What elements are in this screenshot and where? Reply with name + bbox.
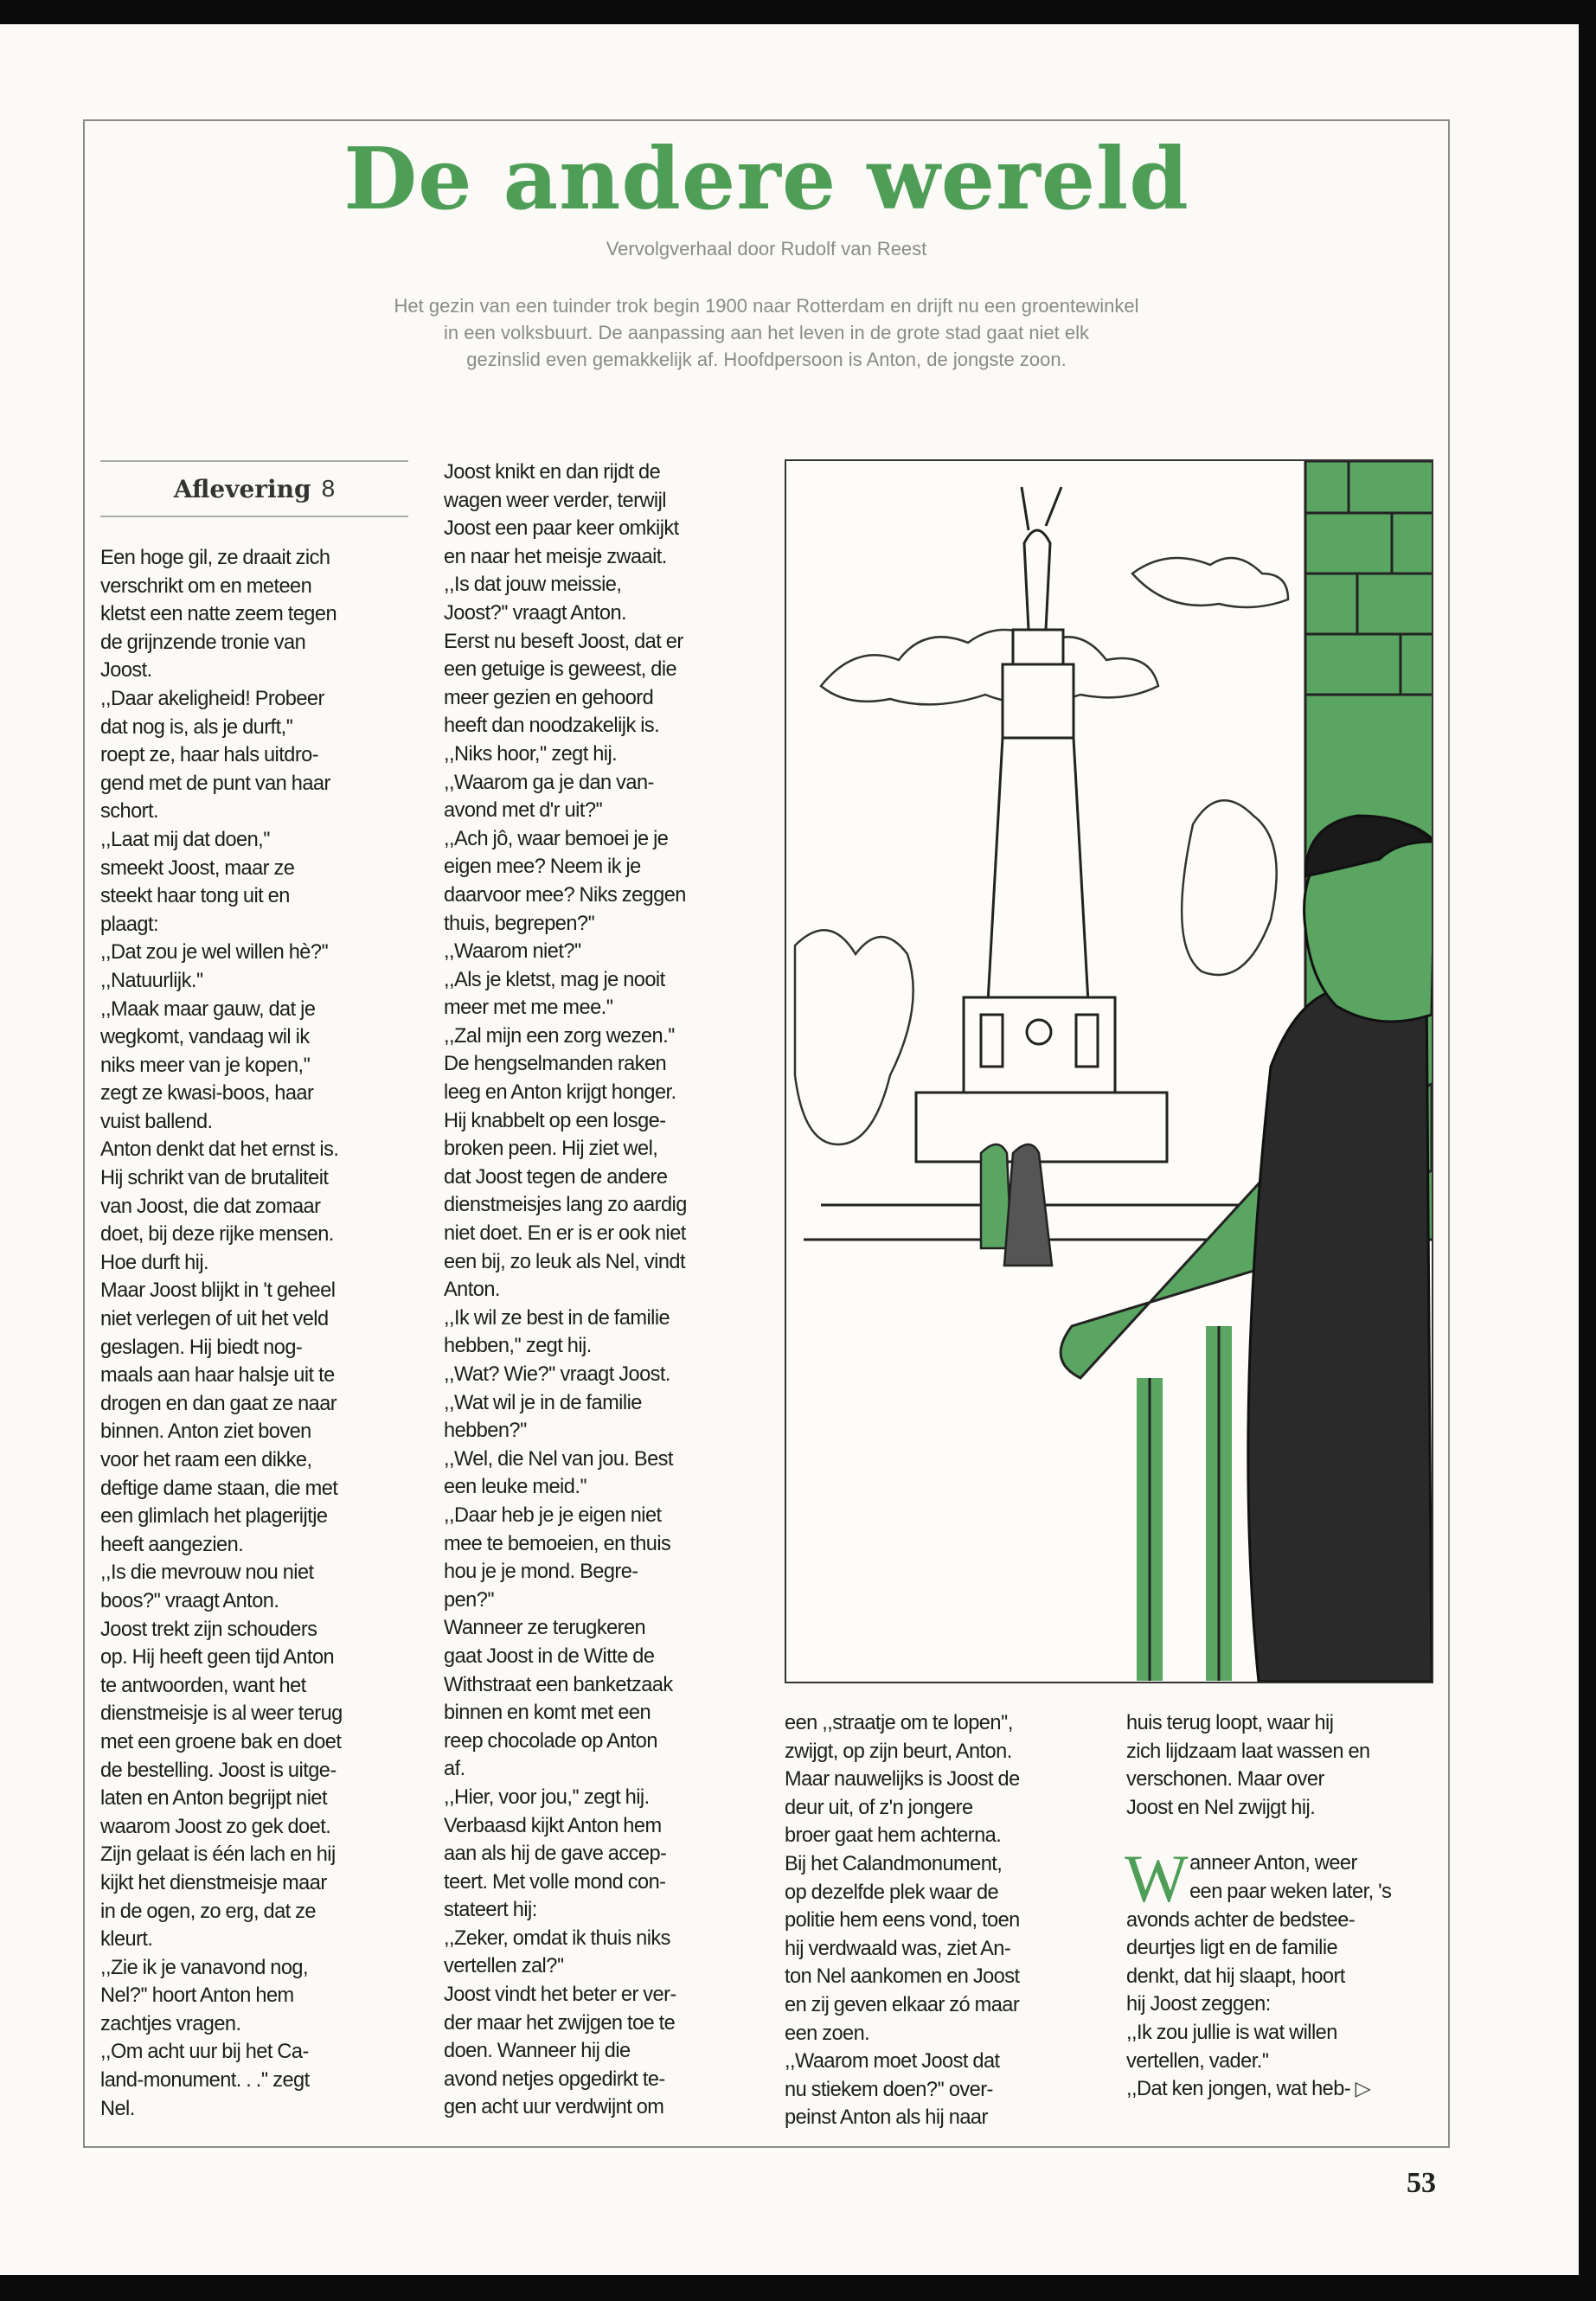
text-line: gend met de punt van haar bbox=[100, 772, 330, 795]
col4-rest bbox=[1126, 1878, 1438, 2075]
text-line: Nel?'' hoort Anton hem bbox=[100, 1984, 294, 2008]
text-line: en naar het meisje zwaait. bbox=[444, 545, 667, 568]
text-line: te antwoorden, want het bbox=[100, 1674, 306, 1697]
text-line: doen. Wanneer hij die bbox=[444, 2040, 631, 2063]
text-line: een glimlach het plagerijtje bbox=[100, 1505, 328, 1529]
text-line: Joost. bbox=[100, 659, 152, 683]
text-line: Withstraat een banketzaak bbox=[444, 1673, 673, 1696]
text-line: ,,Zal mijn een zorg wezen.'' bbox=[444, 1024, 675, 1048]
text-line: zwijgt, op zijn beurt, Anton. bbox=[785, 1740, 1012, 1763]
text-line: schort. bbox=[100, 800, 158, 824]
text-line: Hoe durft hij. bbox=[100, 1251, 209, 1274]
text-line: der maar het zwijgen toe te bbox=[444, 2011, 676, 2035]
text-line: Hij knabbelt op een losge- bbox=[444, 1109, 666, 1132]
text-line: ton Nel aankomen en Joost bbox=[785, 1965, 1020, 1989]
article-title: De andere wereld bbox=[343, 130, 1189, 229]
byline: Vervolgverhaal door Rudolf van Reest bbox=[606, 238, 927, 260]
text-line: meer met me mee.'' bbox=[444, 997, 613, 1020]
text-line: Joost trekt zijn schouders bbox=[100, 1618, 317, 1641]
text-line: kijkt het dienstmeisje maar bbox=[100, 1871, 327, 1894]
text-line: avonds achter de bedstee- bbox=[1126, 1908, 1356, 1932]
text-line: ,,Laat mij dat doen,'' bbox=[100, 828, 271, 851]
text-line: kletst een natte zeem tegen bbox=[100, 603, 337, 626]
text-column-1 bbox=[100, 544, 412, 2123]
text-line: eigen mee? Neem ik je bbox=[444, 856, 641, 879]
text-line: verschonen. Maar over bbox=[1126, 1768, 1324, 1791]
text-line: hebben?'' bbox=[444, 1420, 527, 1443]
col4-last-text: ,,Dat ken jongen, wat heb- bbox=[1126, 2078, 1351, 2101]
text-line: waarom Joost zo gek doet. bbox=[100, 1815, 331, 1838]
col4-top-paragraph bbox=[1126, 1709, 1438, 1822]
text-line: de grijnzende tronie van bbox=[100, 631, 306, 654]
text-line: ,,Dat zou je wel willen hè?'' bbox=[100, 941, 329, 965]
text-line: De hengselmanden raken bbox=[444, 1053, 667, 1076]
text-line: een leuke meid.'' bbox=[444, 1476, 587, 1499]
text-line: en zij geven elkaar zó maar bbox=[785, 1993, 1020, 2016]
text-line: Eerst nu beseft Joost, dat er bbox=[444, 630, 683, 653]
text-line: Joost vindt het beter er ver- bbox=[444, 1984, 676, 2007]
text-line: Hij schrikt van de brutaliteit bbox=[100, 1167, 329, 1190]
text-line: denkt, dat hij slaapt, hoort bbox=[1126, 1965, 1345, 1988]
intro-line: Het gezin van een tuinder trok begin 1900 naar Rotterdam en drijft nu een groentewinkel bbox=[394, 295, 1139, 317]
text-line: een bij, zo leuk als Nel, vindt bbox=[444, 1250, 685, 1273]
intro-line: in een volksbuurt. De aanpassing aan het leven in de grote stad gaat niet elk bbox=[443, 322, 1090, 343]
text-line: Zijn gelaat is één lach en hij bbox=[100, 1843, 336, 1867]
text-line: ,,Als je kletst, mag je nooit bbox=[444, 968, 665, 991]
text-line: ,,Is dat jouw meissie, bbox=[444, 574, 622, 597]
text-line: ,,Maak maar gauw, dat je bbox=[100, 997, 316, 1021]
text-line: Anton denkt dat het ernst is. bbox=[100, 1138, 339, 1162]
text-line: gen acht uur verdwijnt om bbox=[444, 2096, 664, 2119]
text-line: met een groene bak en doet bbox=[100, 1730, 342, 1753]
text-line: steekt haar tong uit en bbox=[100, 885, 290, 908]
text-line: meer gezien en gehoord bbox=[444, 686, 654, 709]
text-line: reep chocolade op Anton bbox=[444, 1729, 657, 1753]
monument-statue bbox=[804, 487, 1288, 1240]
text-line: nu stiekem doen?'' over- bbox=[785, 2078, 993, 2101]
text-line: deftige dame staan, die met bbox=[100, 1477, 338, 1500]
text-line: maals aan haar halsje uit te bbox=[100, 1364, 335, 1388]
text-line: gaat Joost in de Witte de bbox=[444, 1644, 655, 1668]
text-line: niet doet. En er is er ook niet bbox=[444, 1222, 686, 1246]
scan-top-border bbox=[0, 0, 1596, 24]
text-line: ,,Ik wil ze best in de familie bbox=[444, 1306, 670, 1330]
intro-line: gezinslid even gemakkelijk af. Hoofdpersoon is Anton, de jongste zoon. bbox=[466, 349, 1067, 370]
text-line: de bestelling. Joost is uitge- bbox=[100, 1759, 337, 1782]
text-line: hij Joost zeggen: bbox=[1126, 1993, 1271, 2016]
text-line: Bij het Calandmonument, bbox=[785, 1852, 1003, 1875]
text-line: broer gaat hem achterna. bbox=[785, 1824, 1002, 1848]
text-line: roept ze, haar hals uitdro- bbox=[100, 744, 319, 767]
text-line: van Joost, die dat zomaar bbox=[100, 1195, 321, 1218]
text-line: teert. Met volle mond con- bbox=[444, 1870, 666, 1894]
text-line: Maar Joost blijkt in 't geheel bbox=[100, 1279, 336, 1303]
text-line: ,,Niks hoor,'' zegt hij. bbox=[444, 742, 618, 766]
text-line: Wanneer ze terugkeren bbox=[444, 1617, 646, 1640]
text-line: op dezelfde plek waar de bbox=[785, 1881, 999, 1904]
text-line: ,,Ik zou jullie is wat willen bbox=[1126, 2021, 1337, 2044]
text-line: dienstmeisje is al weer terug bbox=[100, 1702, 343, 1726]
text-line: hebben,'' zegt hij. bbox=[444, 1335, 592, 1358]
text-line: ,,Waarom niet?'' bbox=[444, 940, 581, 964]
text-line: wagen weer verder, terwijl bbox=[444, 489, 666, 512]
text-line: ,,Daar heb je je eigen niet bbox=[444, 1503, 662, 1527]
col4-last-line bbox=[1126, 2075, 1438, 2104]
text-line: thuis, begrepen?'' bbox=[444, 912, 595, 935]
text-line: daarvoor mee? Niks zeggen bbox=[444, 883, 686, 907]
text-line: ,,Wat wil je in de familie bbox=[444, 1391, 642, 1414]
page-number: 53 bbox=[1407, 2167, 1436, 2199]
text-line: dat Joost tegen de andere bbox=[444, 1165, 668, 1189]
text-line: binnen. Anton ziet boven bbox=[100, 1420, 311, 1444]
text-line: vertellen, vader.'' bbox=[1126, 2049, 1269, 2073]
text-line: hou je je mond. Begre- bbox=[444, 1561, 638, 1584]
text-line: dienstmeisjes lang zo aardig bbox=[444, 1194, 687, 1217]
text-line: ,,Zeker, omdat ik thuis niks bbox=[444, 1926, 670, 1950]
text-line: huis terug loopt, waar hij bbox=[1126, 1712, 1334, 1734]
text-line: vuist ballend. bbox=[100, 1110, 213, 1133]
text-line: Joost knikt en dan rijdt de bbox=[444, 461, 661, 484]
text-column-3 bbox=[785, 1709, 1096, 2132]
text-line: peinst Anton als hij naar bbox=[785, 2106, 988, 2130]
illustration-drawing bbox=[786, 461, 1432, 1682]
scan-bottom-border bbox=[0, 2275, 1596, 2301]
text-line: mee te bemoeien, en thuis bbox=[444, 1532, 671, 1555]
text-line: kleurt. bbox=[100, 1928, 153, 1952]
text-line: heeft dan noodzakelijk is. bbox=[444, 715, 660, 738]
text-column-4 bbox=[1126, 1709, 1438, 2104]
text-line: een zoen. bbox=[785, 2022, 870, 2045]
text-line: vertellen zal?'' bbox=[444, 1955, 564, 1978]
text-line: land-monument. . .'' zegt bbox=[100, 2069, 310, 2093]
text-line: geslagen. Hij biedt nog- bbox=[100, 1336, 303, 1359]
text-line: Een hoge gil, ze draait zich bbox=[100, 547, 330, 569]
text-column-2 bbox=[444, 458, 757, 2122]
text-line: zachtjes vragen. bbox=[100, 2012, 241, 2035]
text-line: een getuige is geweest, die bbox=[444, 658, 677, 682]
text-line: in de ogen, zo erg, dat ze bbox=[100, 1900, 316, 1923]
text-line: deur uit, of z'n jongere bbox=[785, 1796, 973, 1819]
text-line: verschrikt om en meteen bbox=[100, 574, 312, 598]
text-line: Joost en Nel zwijgt hij. bbox=[1126, 1796, 1316, 1819]
text-line: broken peen. Hij ziet wel, bbox=[444, 1138, 658, 1161]
episode-number: 8 bbox=[321, 475, 336, 502]
text-line: ,,Ach jô, waar bemoei je je bbox=[444, 827, 669, 850]
text-line: Joost een paar keer omkijkt bbox=[444, 517, 679, 541]
text-line: ,,Is die mevrouw nou niet bbox=[100, 1561, 314, 1585]
text-line: Nel. bbox=[100, 2097, 135, 2120]
text-line: dat nog is, als je durft,'' bbox=[100, 715, 293, 739]
text-line: niks meer van je kopen,'' bbox=[100, 1054, 311, 1077]
drop-cap: W bbox=[1125, 1841, 1189, 1917]
text-line: zich lijdzaam laat wassen en bbox=[1126, 1740, 1370, 1763]
text-line: doet, bij deze rijke mensen. bbox=[100, 1223, 334, 1247]
text-line: boos?'' vraagt Anton. bbox=[100, 1589, 279, 1612]
text-line: smeekt Joost, maar ze bbox=[100, 856, 295, 880]
text-line: avond netjes opgedirkt te- bbox=[444, 2067, 665, 2091]
text-line: voor het raam een dikke, bbox=[100, 1449, 312, 1471]
text-line: drogen en dan gaat ze naar bbox=[100, 1392, 337, 1415]
text-line: Joost?'' vraagt Anton. bbox=[444, 601, 627, 625]
text-line: ,,Waarom ga je dan van- bbox=[444, 771, 654, 794]
text-line: ,,Daar akeligheid! Probeer bbox=[100, 687, 324, 710]
text-line: plaagt: bbox=[100, 913, 158, 936]
text-line: binnen en komt met een bbox=[444, 1702, 651, 1725]
text-line: ,,Natuurlijk.'' bbox=[100, 969, 203, 992]
text-line: Anton. bbox=[444, 1279, 500, 1302]
text-line: niet verlegen of uit het veld bbox=[100, 1308, 329, 1331]
text-line: heeft aangezien. bbox=[100, 1533, 244, 1556]
text-line: stateert hij: bbox=[444, 1899, 537, 1922]
text-line: ,,Wel, die Nel van jou. Best bbox=[444, 1447, 673, 1471]
text-line: laten en Anton begrijpt niet bbox=[100, 1787, 328, 1811]
calandmonument-illustration-icon bbox=[785, 459, 1433, 1683]
col4-first-text: anneer Anton, weer bbox=[1189, 1852, 1357, 1875]
intro-text bbox=[221, 292, 1312, 373]
text-line: op. Hij heeft geen tijd Anton bbox=[100, 1646, 335, 1670]
text-line: ,,Wat? Wie?'' vraagt Joost. bbox=[444, 1363, 670, 1386]
text-line: zegt ze kwasi-boos, haar bbox=[100, 1082, 314, 1106]
text-line: aan als hij de gave accep- bbox=[444, 1843, 667, 1866]
text-line: een ,,straatje om te lopen'', bbox=[785, 1712, 1013, 1734]
text-line: ,,Waarom moet Joost dat bbox=[785, 2050, 1000, 2073]
text-line: Verbaasd kijkt Anton hem bbox=[444, 1814, 662, 1837]
text-line: een paar weken later, 's bbox=[1189, 1880, 1392, 1903]
boy-anton bbox=[1248, 816, 1432, 1682]
scan-right-border bbox=[1579, 0, 1596, 2301]
text-line: ,,Hier, voor jou,'' zegt hij. bbox=[444, 1785, 650, 1809]
episode-label: Aflevering bbox=[173, 474, 311, 503]
text-line: Maar nauwelijks is Joost de bbox=[785, 1768, 1020, 1791]
text-line: wegkomt, vandaag wil ik bbox=[100, 1026, 310, 1049]
text-line: ,,Om acht uur bij het Ca- bbox=[100, 2041, 309, 2064]
text-line: politie hem eens vond, toen bbox=[785, 1909, 1020, 1932]
text-line: avond met d'r uit?'' bbox=[444, 799, 603, 823]
continue-arrow-icon: ▷ bbox=[1355, 2078, 1371, 2101]
text-line: leeg en Anton krijgt honger. bbox=[444, 1081, 676, 1105]
episode-heading bbox=[100, 460, 408, 517]
text-line: pen?'' bbox=[444, 1588, 495, 1612]
text-line: ,,Zie ik je vanavond nog, bbox=[100, 1956, 309, 1979]
text-line: hij verdwaald was, ziet An- bbox=[785, 1937, 1011, 1960]
text-line: deurtjes ligt en de familie bbox=[1126, 1937, 1338, 1960]
text-line: af. bbox=[444, 1758, 465, 1781]
